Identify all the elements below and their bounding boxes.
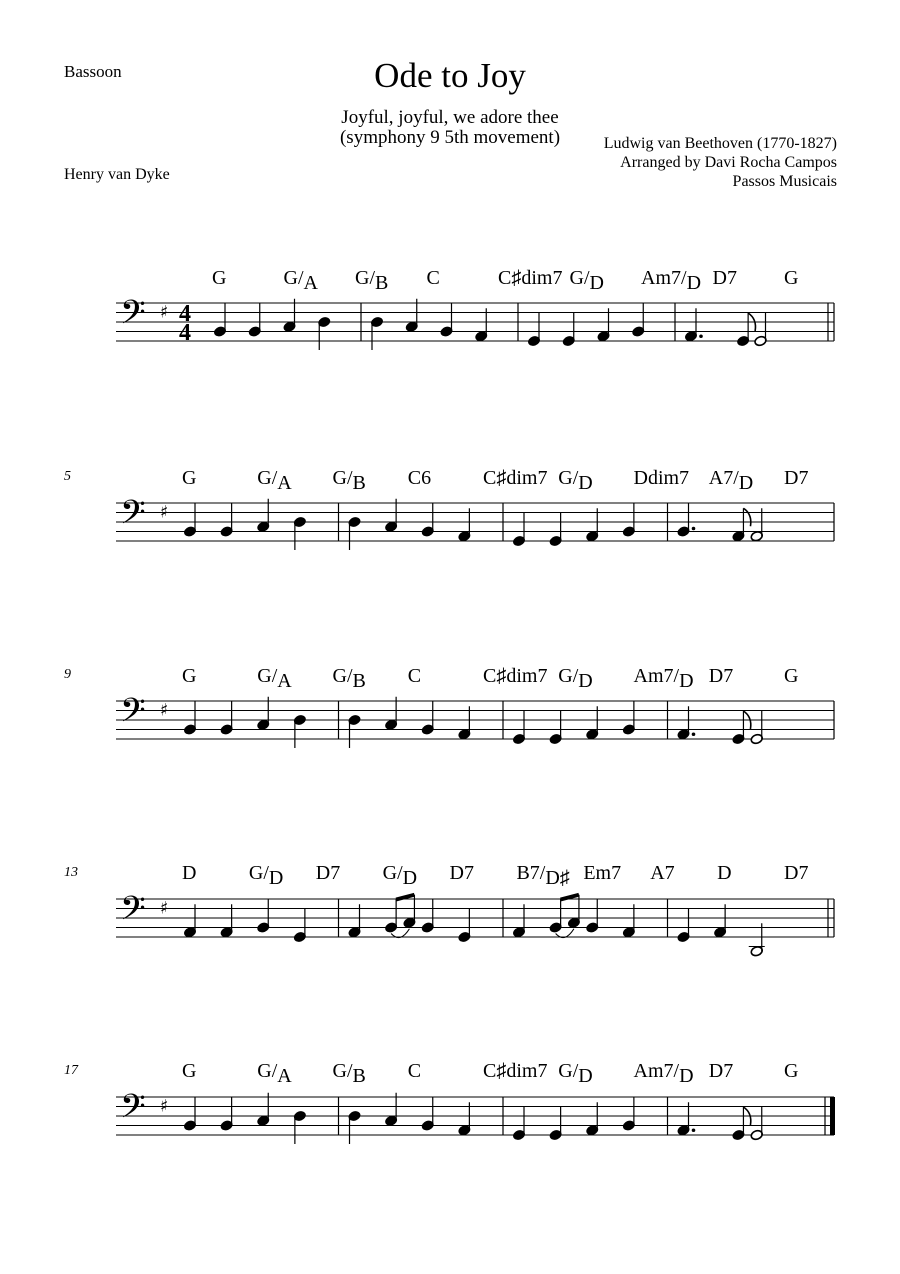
chord-root: G: [182, 467, 197, 489]
chord-symbol: [634, 467, 690, 489]
chord-symbol: [709, 1060, 733, 1082]
chord-symbol: [257, 1060, 292, 1087]
chord-root: B7/: [516, 862, 546, 884]
publisher-line: Passos Musicais: [732, 173, 837, 190]
chord-symbol: [784, 862, 808, 884]
chord-root: C♯dim7: [483, 1060, 548, 1082]
chord-root: G: [784, 665, 799, 687]
chord-root: G/: [382, 862, 403, 884]
chord-symbol: [709, 665, 733, 687]
chord-root: D7: [708, 1060, 734, 1082]
chord-root: G/: [248, 862, 269, 884]
chord-symbol: [558, 665, 592, 692]
chord-bass: A: [277, 670, 292, 692]
augmentation-dot: [692, 1128, 696, 1132]
chord-symbol: [784, 1060, 798, 1082]
chord-symbol: [713, 267, 737, 289]
chord-root: C♯dim7: [483, 467, 548, 489]
chord-symbol: [717, 862, 731, 884]
chord-symbol: [583, 862, 621, 884]
chord-root: G: [784, 1060, 799, 1082]
chord-root: G/: [257, 665, 278, 687]
subtitle-line: Joyful, joyful, we adore thee: [341, 107, 559, 128]
arranger-line: Arranged by Davi Rocha Campos: [620, 154, 837, 171]
chord-root: D7: [784, 862, 809, 884]
chord-symbol: [257, 467, 292, 494]
chord-symbol: [257, 665, 292, 692]
chord-bass: A: [303, 272, 318, 294]
chord-root: Ddim7: [633, 467, 690, 489]
chord-bass: B: [352, 472, 366, 494]
lyricist: Henry van Dyke: [64, 166, 170, 183]
chord-bass: D: [402, 867, 418, 889]
time-signature-bottom: 4: [179, 320, 191, 346]
chord-symbol: [408, 665, 421, 687]
augmentation-dot: [692, 527, 696, 531]
chord-root: D7: [708, 665, 734, 687]
chord-symbol: [784, 665, 798, 687]
measure-number: 13: [64, 865, 78, 880]
chord-symbol: [483, 467, 547, 489]
chord-root: C: [407, 665, 422, 687]
instrument-name: Bassoon: [64, 62, 122, 81]
chord-symbol: [182, 862, 196, 884]
chord-root: Em7: [583, 862, 622, 884]
chord-bass: D: [679, 670, 694, 692]
augmentation-dot: [692, 732, 696, 736]
chord-symbol: [498, 267, 562, 289]
chord-bass: D♯: [545, 867, 570, 889]
augmentation-dot: [699, 334, 703, 338]
chord-symbol: [709, 467, 753, 494]
staff-system: [116, 267, 834, 350]
chord-symbol: [570, 267, 604, 294]
bass-clef: 𝄢: [120, 1088, 146, 1133]
chord-symbol: [249, 862, 283, 889]
chord-bass: A: [277, 472, 292, 494]
composer-line: Ludwig van Beethoven (1770-1827): [603, 135, 837, 152]
chord-bass: D: [578, 1065, 593, 1087]
chord-symbol: [641, 267, 701, 294]
chord-symbol: [408, 467, 431, 489]
staff-system: [64, 467, 834, 550]
bass-clef: 𝄢: [120, 494, 146, 539]
chord-symbol: [650, 862, 674, 884]
chord-symbol: [355, 267, 388, 294]
chord-root: G/: [558, 467, 579, 489]
chord-root: G: [182, 1060, 197, 1082]
chord-root: A7/: [708, 467, 739, 489]
chord-symbol: [333, 665, 366, 692]
chord-symbol: [212, 267, 226, 289]
chord-bass: B: [352, 670, 366, 692]
chord-root: G/: [332, 665, 353, 687]
key-signature-sharp: ♯: [160, 898, 169, 919]
chord-symbol: [408, 1060, 421, 1082]
chord-bass: A: [277, 1065, 292, 1087]
chord-symbol: [483, 665, 547, 687]
chord-bass: D: [738, 472, 754, 494]
chord-symbol: [333, 467, 366, 494]
chord-symbol: [784, 267, 798, 289]
chord-symbol: [450, 862, 474, 884]
chord-root: G/: [257, 467, 278, 489]
key-signature-sharp: ♯: [160, 302, 169, 323]
chord-root: D: [717, 862, 732, 884]
chord-root: G/: [569, 267, 590, 289]
chord-root: D7: [315, 862, 341, 884]
bass-clef: 𝄢: [120, 294, 146, 339]
chord-root: G: [182, 665, 197, 687]
chord-symbol: [427, 267, 440, 289]
chord-symbol: [182, 467, 196, 489]
chord-root: C♯dim7: [498, 267, 563, 289]
chord-root: Am7/: [633, 1060, 680, 1082]
eighth-flag: [743, 508, 750, 526]
chord-root: G/: [558, 665, 579, 687]
chord-symbol: [634, 665, 694, 692]
chord-bass: D: [679, 1065, 694, 1087]
chord-bass: B: [352, 1065, 366, 1087]
chord-symbol: [558, 1060, 592, 1087]
chord-root: Am7/: [641, 267, 687, 289]
chord-root: G: [784, 267, 799, 289]
chord-root: G/: [355, 267, 375, 289]
chord-symbol: [333, 1060, 366, 1087]
chord-symbol: [558, 467, 592, 494]
chord-symbol: [316, 862, 340, 884]
chord-bass: B: [375, 272, 389, 294]
chord-root: D7: [449, 862, 475, 884]
staff-system: [64, 665, 834, 748]
chord-root: G/: [257, 1060, 278, 1082]
chord-root: Am7/: [633, 665, 680, 687]
chord-symbol: [182, 665, 196, 687]
time-signature-top: 4: [179, 301, 191, 327]
chord-symbol: [383, 862, 417, 889]
chord-root: D7: [784, 467, 809, 489]
chord-root: C: [426, 267, 440, 289]
chord-bass: D: [578, 670, 593, 692]
chord-root: A7: [650, 862, 675, 884]
staff-system: [64, 1060, 835, 1144]
chord-root: G/: [283, 267, 304, 289]
measure-number: 17: [64, 1063, 78, 1078]
measure-number: 5: [64, 469, 71, 484]
final-barline-thick: [830, 1097, 835, 1135]
chord-symbol: [483, 1060, 547, 1082]
chord-root: C♯dim7: [483, 665, 548, 687]
chord-root: G: [212, 267, 227, 289]
chord-bass: D: [268, 867, 284, 889]
chord-symbol: [284, 267, 319, 294]
chord-bass: D: [589, 272, 604, 294]
staff-system: [64, 862, 834, 957]
subtitle-line: (symphony 9 5th movement): [339, 127, 561, 148]
chord-symbol: [634, 1060, 694, 1087]
chord-root: G/: [332, 1060, 353, 1082]
bass-clef: 𝄢: [120, 692, 146, 737]
key-signature-sharp: ♯: [160, 502, 169, 523]
chord-root: C6: [407, 467, 432, 489]
chord-bass: D: [686, 272, 702, 294]
key-signature-sharp: ♯: [160, 1096, 169, 1117]
chord-symbol: [182, 1060, 196, 1082]
measure-number: 9: [64, 667, 71, 682]
chord-root: D: [182, 862, 197, 884]
chord-symbol: [784, 467, 808, 489]
page-title: Ode to Joy: [374, 56, 526, 95]
chord-root: G/: [332, 467, 353, 489]
chord-root: G/: [558, 1060, 579, 1082]
chord-bass: D: [578, 472, 593, 494]
key-signature-sharp: ♯: [160, 700, 169, 721]
chord-root: C: [407, 1060, 422, 1082]
bass-clef: 𝄢: [120, 890, 146, 935]
chord-root: D7: [712, 267, 737, 289]
chord-symbol: [516, 862, 569, 889]
